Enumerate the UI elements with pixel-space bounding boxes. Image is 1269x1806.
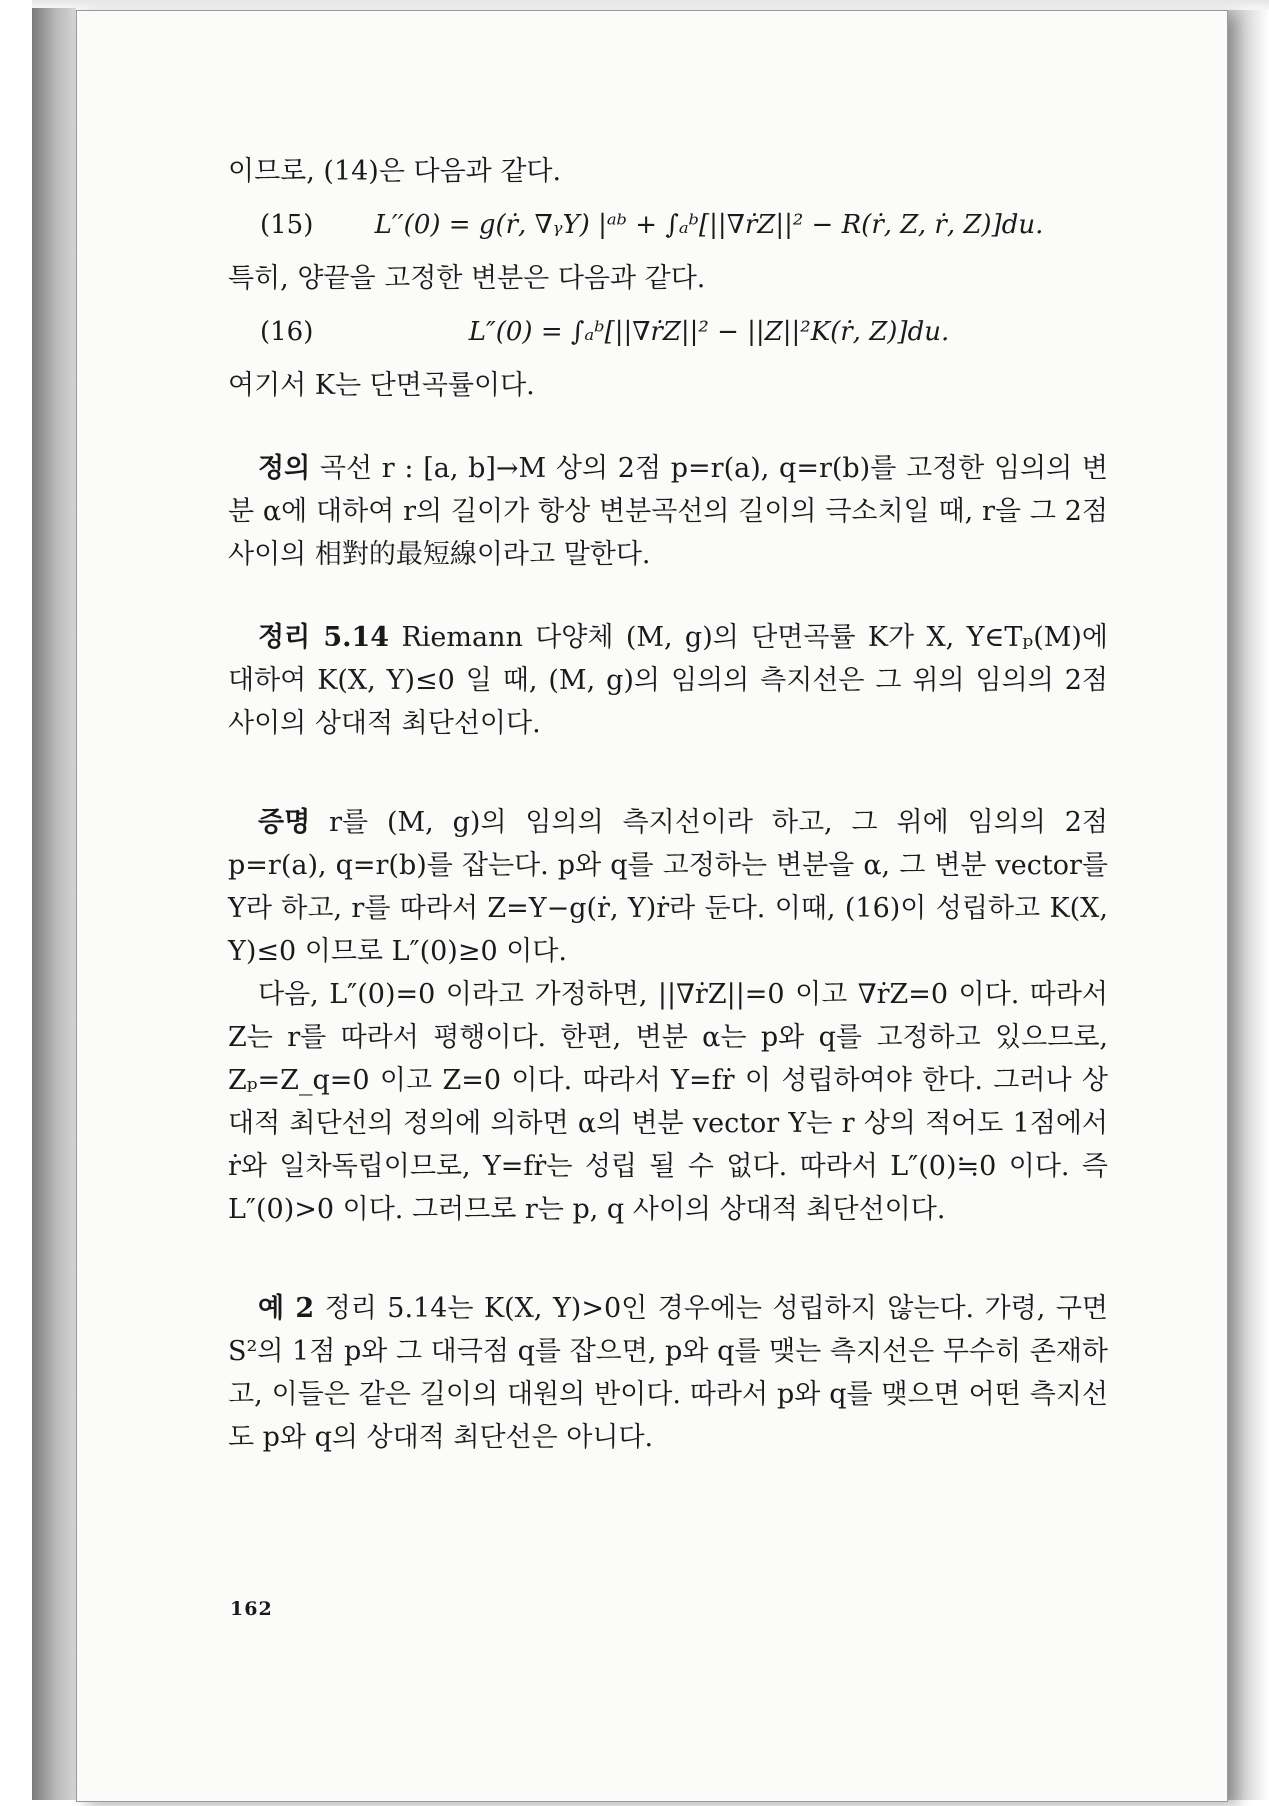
example-paragraph (228, 1287, 1108, 1459)
theorem-paragraph (228, 616, 1108, 745)
proof-text: r를 (M, g)의 임의의 측지선이라 하고, 그 위에 임의의 2점 p=r(a), q=r(b)를 잡는다. p와 q를 고정하는 변분을 α, 그 변분 vector를 Y라 하고, r를 따라서 Z=Y−g(ṙ, Y)ṙ라 둔다. 이때, (16)이 성립하고 K(X, Y)≤0 이므로 L″(0)≥0 이다. (228, 807, 1108, 967)
definition-label: 정의 (258, 453, 311, 484)
intro-line: 이므로, (14)은 다음과 같다. (228, 156, 562, 187)
equation-16 (228, 300, 1108, 364)
book-spine-edge (32, 8, 76, 1800)
proof-paragraph (228, 801, 1108, 973)
theorem-text: Riemann 다양체 (M, g)의 단면곡률 K가 X, Y∈Tₚ(M)에 대하여 K(X, Y)≤0 일 때, (M, g)의 임의의 측지선은 그 위의 임의의 2점 사이의 상대적 최단선이다. (228, 622, 1109, 739)
fixed-ends-line: 특히, 양끝을 고정한 변분은 다음과 같다. (228, 263, 706, 294)
page-right-shadow (1226, 10, 1269, 1800)
equation-formula: L″(0) = ∫ₐᵇ[||∇ṙZ||² − ||Z||²K(ṙ, Z)]du. (468, 316, 950, 347)
equation-number: (15) (260, 209, 314, 240)
equation-formula: L′′(0) = g(ṙ, ∇ᵧY) |ᵃᵇ + ∫ₐᵇ[||∇ṙZ||² − R(ṙ, Z, ṙ, Z)]du. (374, 209, 1044, 240)
proof-label: 증명 (258, 807, 311, 838)
equation-number: (16) (260, 316, 314, 347)
curvature-note: 여기서 K는 단면곡률이다. (228, 370, 535, 401)
theorem-label: 정리 5.14 (258, 622, 390, 653)
definition-text: 곡선 r : [a, b]→M 상의 2점 p=r(a), q=r(b)를 고정한 임의의 변분 α에 대하여 r의 길이가 항상 변분곡선의 길이의 극소치일 때, r을 그 2점 사이의 相對的最短線이라고 말한다. (228, 453, 1108, 570)
example-text: 정리 5.14는 K(X, Y)>0인 경우에는 성립하지 않는다. 가령, 구면 S²의 1점 p와 그 대극점 q를 잡으면, p와 q를 맺는 측지선은 무수히 존재하고, 이들은 같은 길이의 대원의 반이다. 따라서 p와 q를 맺으면 어떤 측지선도 p와 q의 상대적 최단선은 아니다. (228, 1293, 1108, 1453)
book-top-edge (32, 0, 1269, 10)
example-label: 예 2 (258, 1293, 315, 1324)
proof-paragraph-2: 다음, L″(0)=0 이라고 가정하면, ||∇ṙZ||=0 이고 ∇ṙZ=0 이다. 따라서 Z는 r를 따라서 평행이다. 한편, 변분 α는 p와 q를 고정하고 있으므로, Zₚ=Z_q=0 이고 Z=0 이다. 따라서 Y=fṙ 이 성립하여야 한다. 그러나 상대적 최단선의 정의에 의하면 α의 변분 vector Y는 r 상의 적어도 1점에서 ṙ와 일차독립이므로, Y=fṙ는 성립 될 수 없다. 따라서 L″(0)≒0 이다. 즉 L″(0)>0 이다. 그러므로 r는 p, q 사이의 상대적 최단선이다. (228, 979, 1108, 1225)
page-number: 162 (230, 1598, 273, 1620)
definition-paragraph (228, 447, 1108, 576)
page-content (228, 150, 1108, 1459)
equation-15 (228, 193, 1108, 257)
